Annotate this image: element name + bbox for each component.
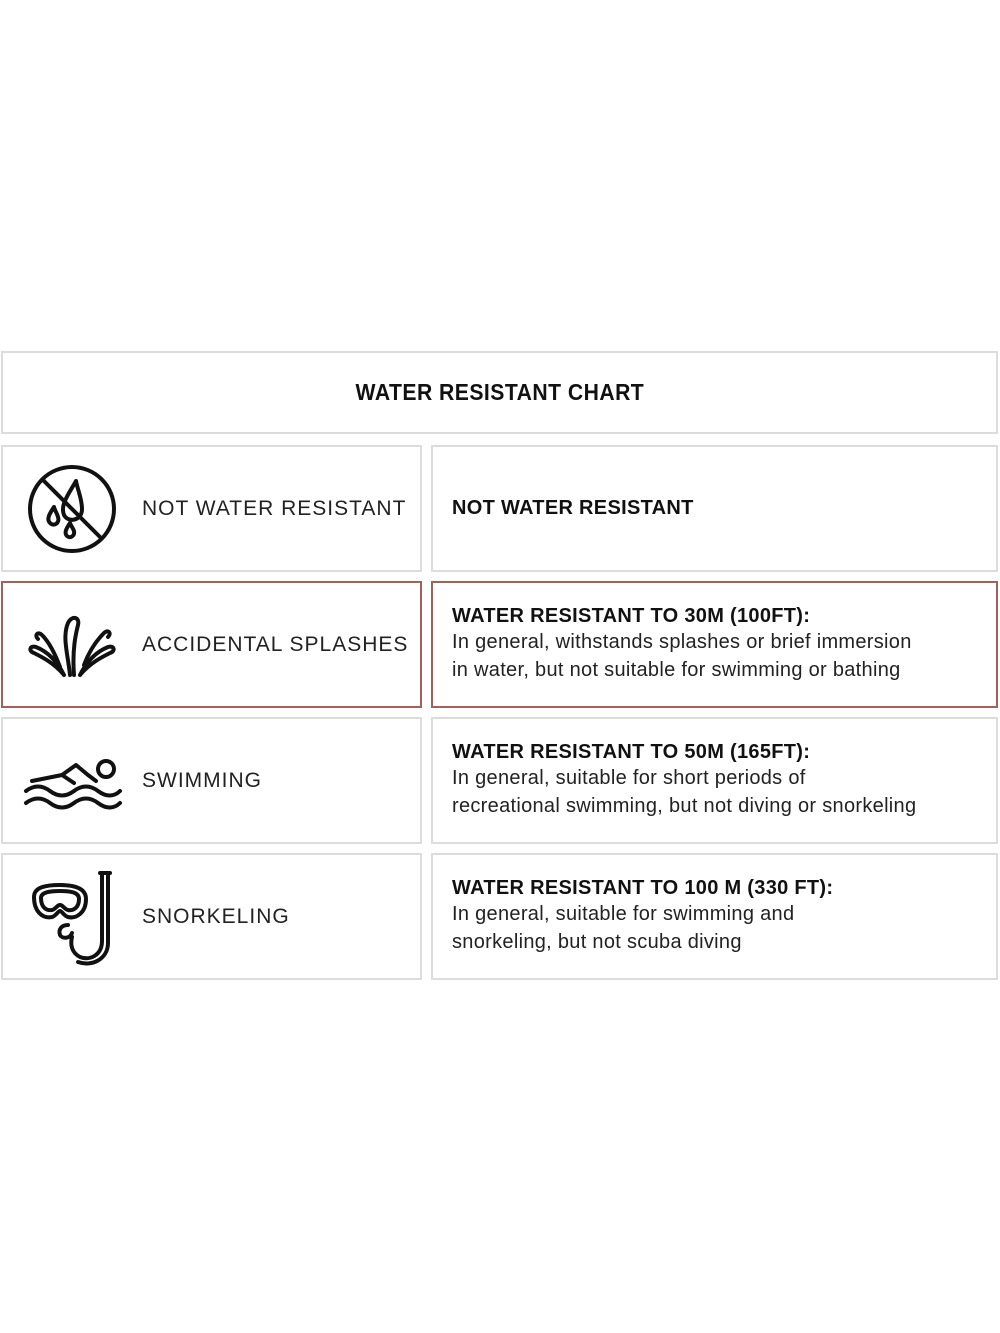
activity-cell-not-water-resistant — [1, 445, 422, 572]
rating-title: WATER RESISTANT TO 50M (165FT): — [452, 741, 811, 763]
snorkel-mask-icon — [21, 866, 123, 968]
activity-cell-snorkeling — [1, 853, 422, 980]
splash-icon — [21, 594, 123, 696]
chart-title: WATER RESISTANT CHART — [355, 379, 644, 405]
rating-cell-50m — [431, 717, 998, 844]
rating-description: In general, withstands splashes or brief immersion in water, but not suitable for swimming or bathing — [452, 631, 912, 681]
rating-cell-not-water-resistant — [431, 445, 998, 572]
activity-label: SWIMMING — [142, 768, 262, 792]
swimmer-icon — [21, 730, 123, 832]
rating-title: NOT WATER RESISTANT — [452, 497, 694, 519]
rating-description: In general, suitable for short periods of recreational swimming, but not diving or snorkeling — [452, 767, 917, 817]
no-water-icon — [21, 458, 123, 560]
activity-label: SNORKELING — [142, 904, 290, 928]
rating-title: WATER RESISTANT TO 30M (100FT): — [452, 605, 811, 627]
activity-label: NOT WATER RESISTANT — [142, 496, 407, 520]
rating-description: In general, suitable for swimming and snorkeling, but not scuba diving — [452, 903, 795, 953]
rating-title: WATER RESISTANT TO 100 M (330 FT): — [452, 877, 834, 899]
chart-header — [1, 351, 998, 434]
rating-cell-30m — [431, 581, 998, 708]
activity-label: ACCIDENTAL SPLASHES — [142, 632, 409, 656]
activity-cell-accidental-splashes — [1, 581, 422, 708]
rating-cell-100m — [431, 853, 998, 980]
activity-cell-swimming — [1, 717, 422, 844]
